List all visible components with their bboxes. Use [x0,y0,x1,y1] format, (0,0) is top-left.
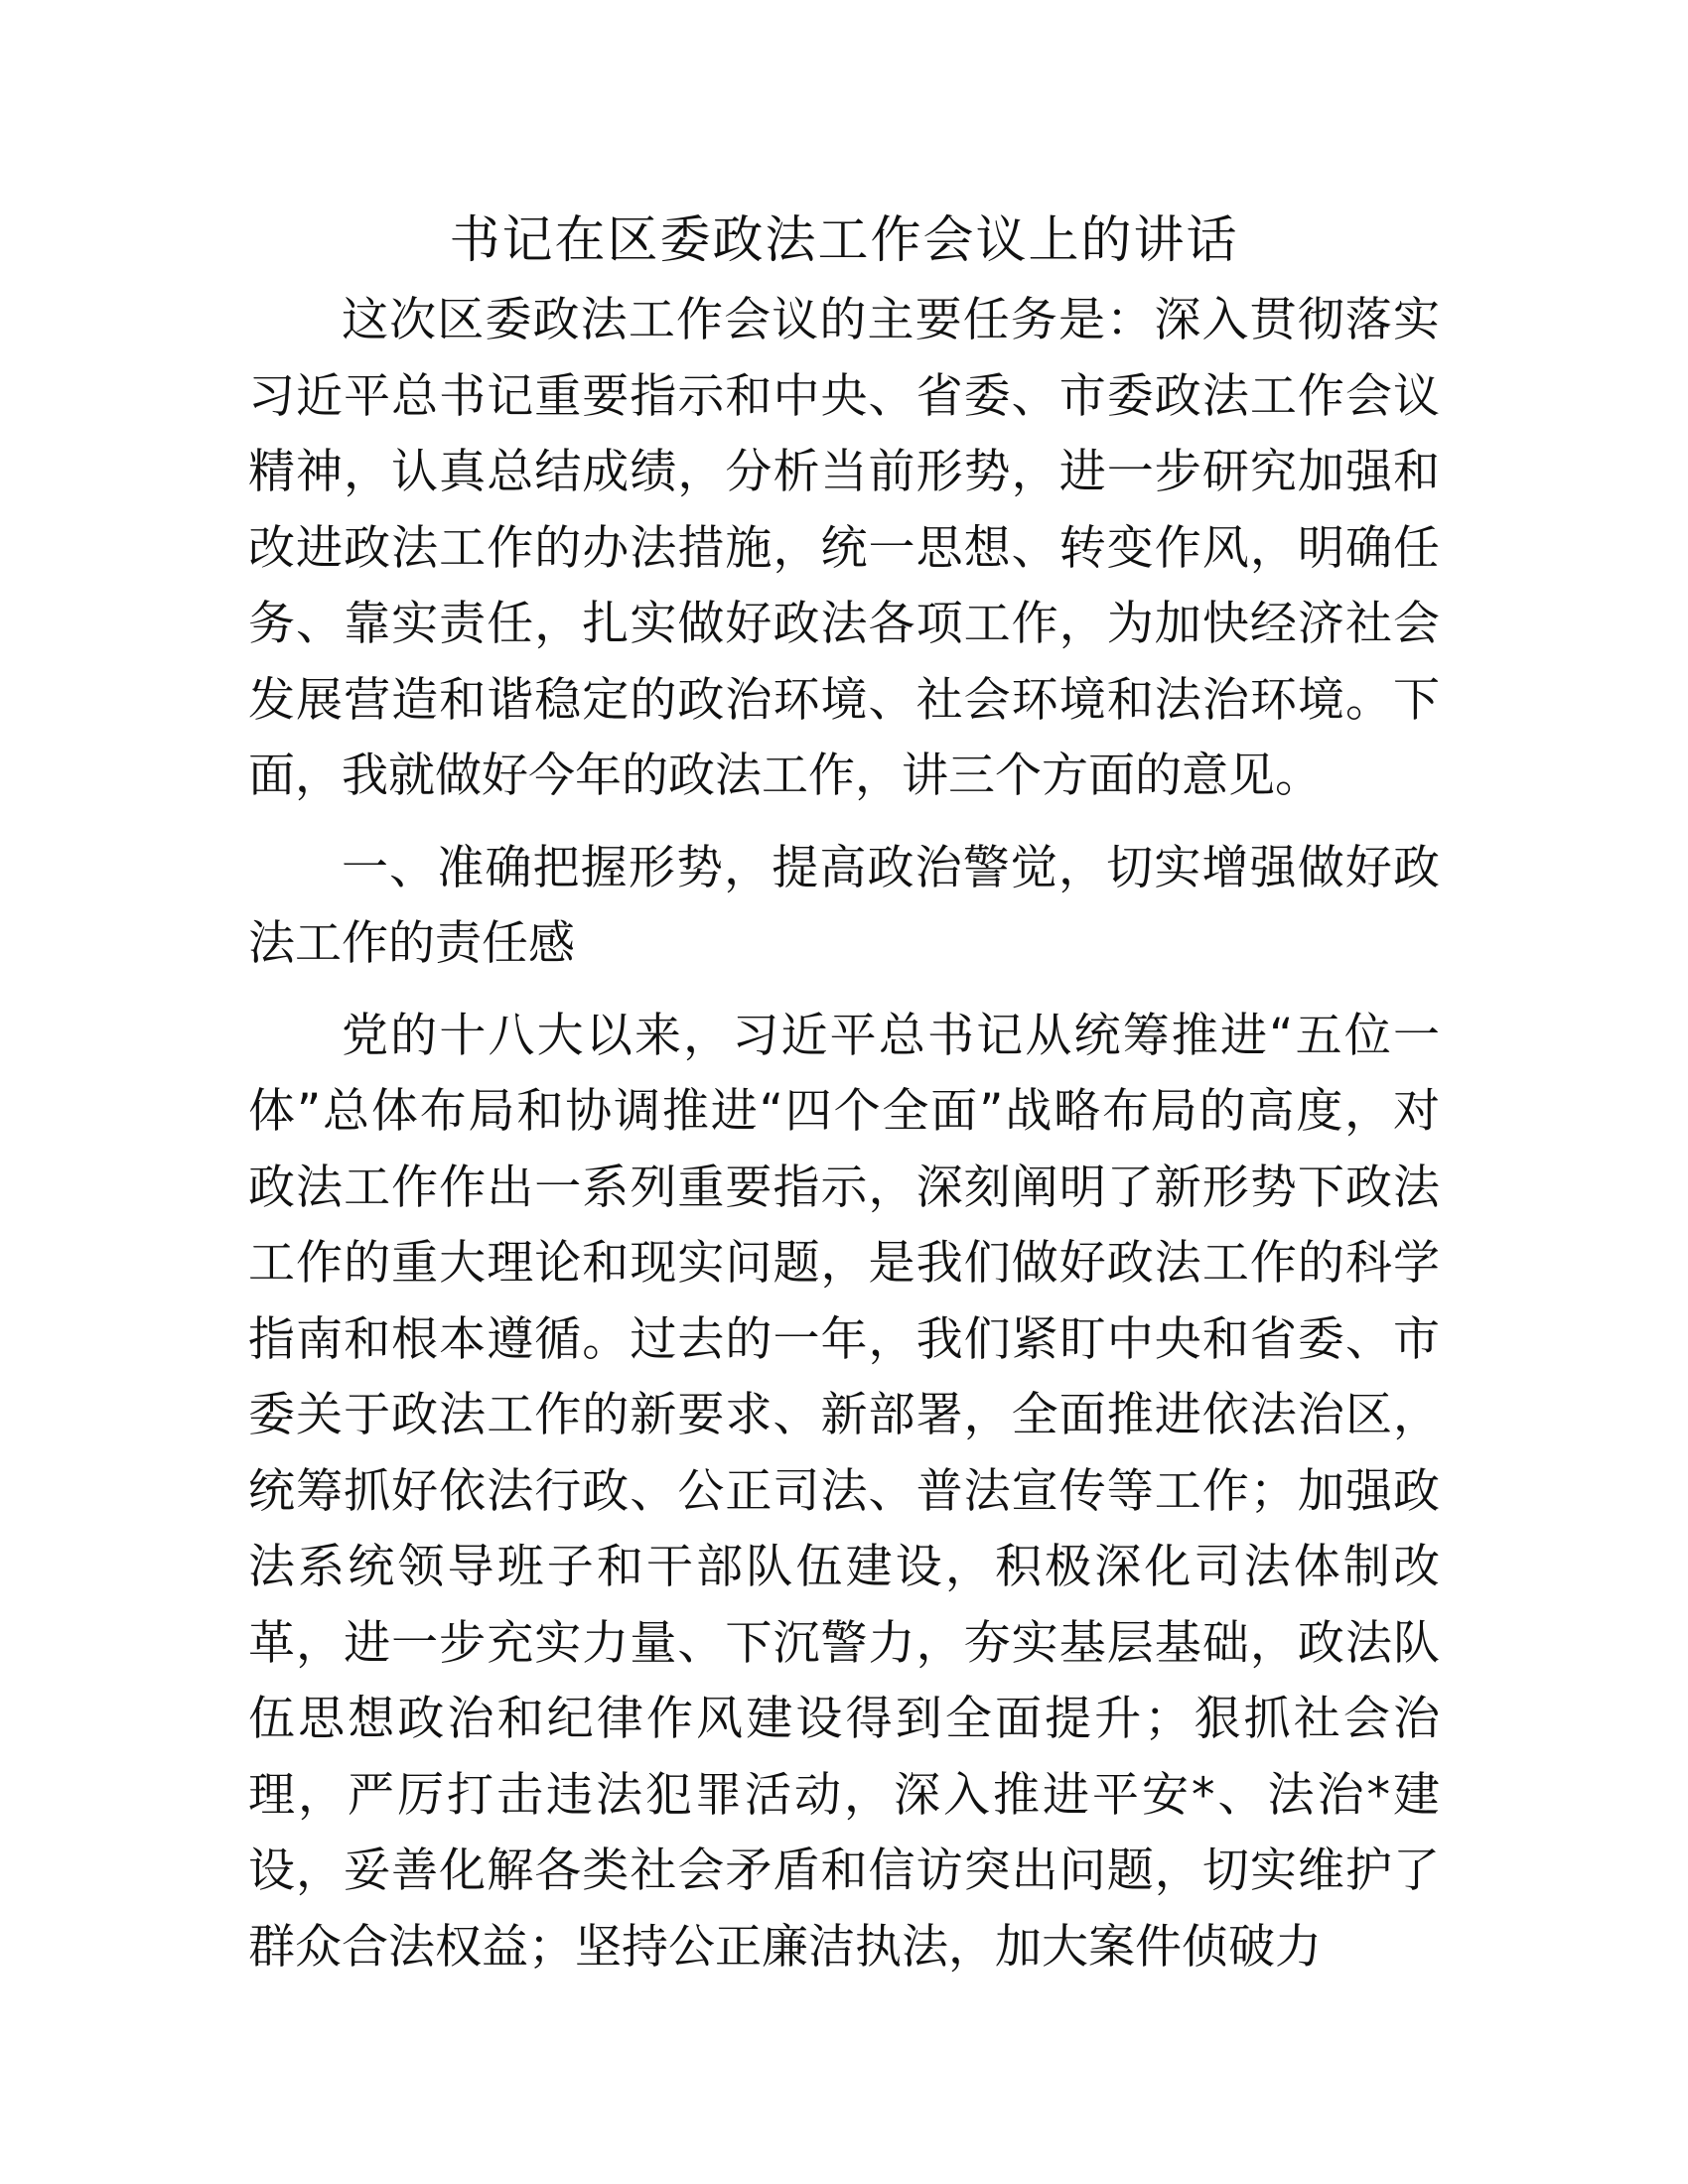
document-title: 书记在区委政法工作会议上的讲话 [449,211,1239,270]
body-paragraph-review: 党的十八大以来，习近平总书记从统筹推进“五位一体”总体布局和协调推进“四个全面”战略布局的高度，对政法工作作出一系列重要指示，深刻阐明了新形势下政法工作的重大理论和现实问题，是我们做好政法工作的科学指南和根本遵循。过去的一年，我们紧盯中央和省委、市委关于政法工作的新要求、新部署，全面推进依法治区，统筹抓好依法行政、公正司法、普法宣传等工作；加强政法系统领导班子和干部队伍建设，积极深化司法体制改革，进一步充实力量、下沉警力，夯实基层基础，政法队伍思想政治和纪律作风建设得到全面提升；狠抓社会治理，严厉打击违法犯罪活动，深入推进平安*、法治*建设，妥善化解各类社会矛盾和信访突出问题，切实维护了群众合法权益；坚持公正廉洁执法，加大案件侦破力 [248,1008,1440,1975]
body-paragraph-intro: 这次区委政法工作会议的主要任务是：深入贯彻落实习近平总书记重要指示和中央、省委、市委政法工作会议精神，认真总结成绩，分析当前形势，进一步研究加强和改进政法工作的办法措施，统一思想、转变作风，明确任务、靠实责任，扎实做好政法各项工作，为加快经济社会发展营造和谐稳定的政治环境、社会环境和法治环境。下面，我就做好今年的政法工作，讲三个方面的意见。 [248,293,1440,803]
section-heading-1: 一、准确把握形势，提高政治警觉，切实增强做好政法工作的责任感 [248,840,1440,971]
document-page [248,199,1440,1985]
